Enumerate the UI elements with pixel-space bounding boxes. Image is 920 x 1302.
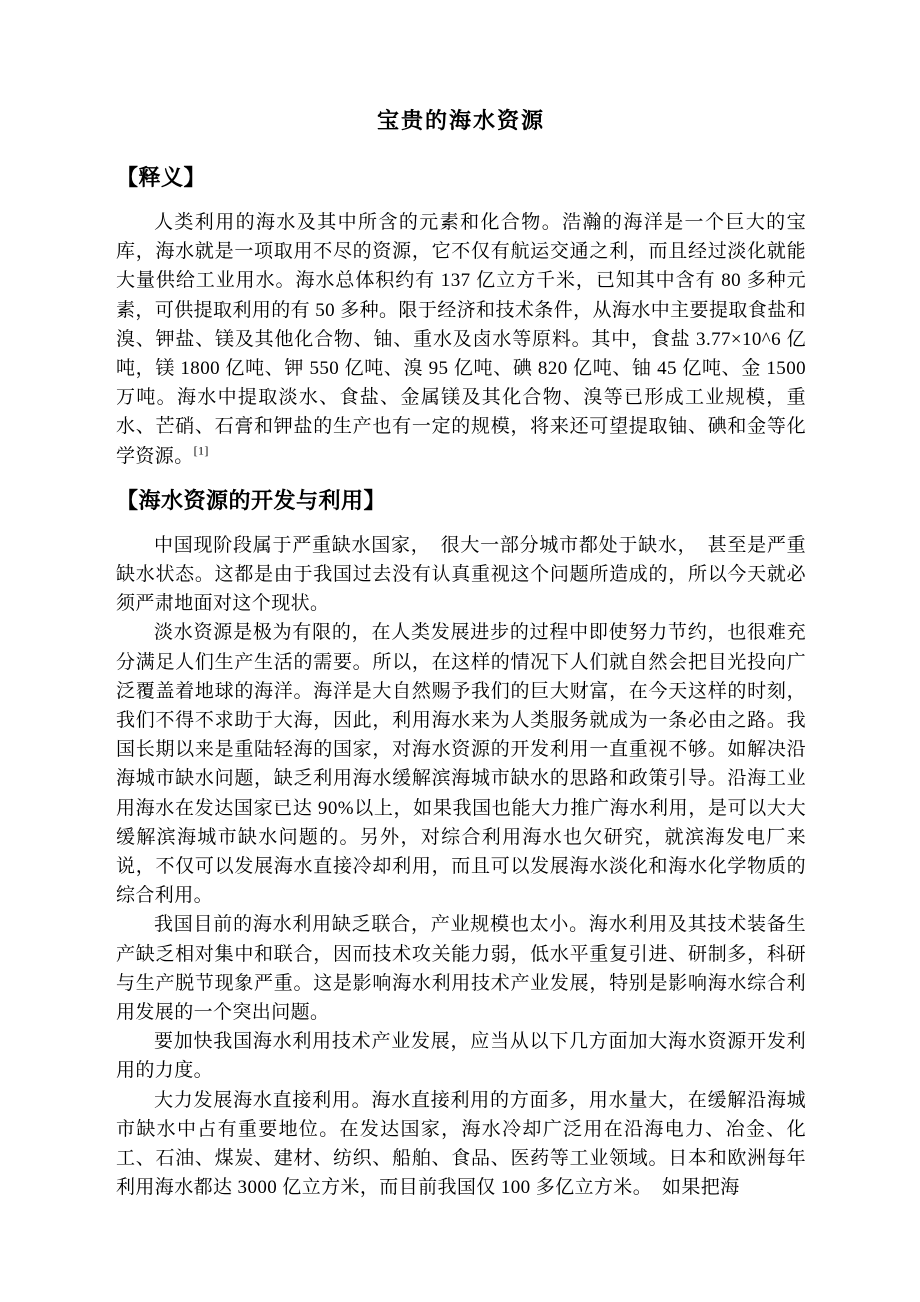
development-paragraph-3: 我国目前的海水利用缺乏联合，产业规模也太小。海水利用及其技术装备生产缺乏相对集中和联合，因而技术攻关能力弱，低水平重复引进、研制多，科研与生产脱节现象严重。这是影响海水利用技术产业发展，特别是影响海水综合利用发展的一个突出问题。 [116, 914, 806, 1024]
definition-paragraph [116, 208, 806, 471]
section-definition [116, 161, 806, 471]
development-paragraph-5: 大力发展海水直接利用。海水直接利用的方面多，用水量大，在缓解沿海城市缺水中占有重要地位。在发达国家，海水冷却广泛用在沿海电力、冶金、化工、石油、煤炭、建材、纺织、船舶、食品、医药等工业领域。日本和欧洲每年利用海水都达 3000 亿立方米，而目前我国仅 100 多亿立方米。 如果把海 [116, 1089, 806, 1199]
section-development [116, 484, 806, 1203]
footnote-reference: [1] [193, 443, 209, 458]
definition-paragraph-text: 人类利用的海水及其中所含的元素和化合物。浩瀚的海洋是一个巨大的宝库，海水就是一项取用不尽的资源，它不仅有航运交通之利，而且经过淡化就能大量供给工业用水。海水总体积约有 137 亿立方千米，已知其中含有 80 多种元素，可供提取利用的有 50 多种。限于经济和技术条件，从海水中主要提取食盐和溴、钾盐、镁及其他化合物、铀、重水及卤水等原料。其中，食盐 3.77×10^6 亿吨，镁 1800 亿吨、钾 550 亿吨、溴 95 亿吨、碘 820 亿吨、铀 45 亿吨、金 1500 万吨。海水中提取淡水、食盐、金属镁及其化合物、溴等已形成工业规模，重水、芒硝、石膏和钾盐的生产也有一定的规模，将来还可望提取铀、碘和金等化学资源。 [116, 212, 806, 467]
development-paragraph-2: 淡水资源是极为有限的，在人类发展进步的过程中即使努力节约，也很难充分满足人们生产生活的需要。所以，在这样的情况下人们就自然会把目光投向广泛覆盖着地球的海洋。海洋是大自然赐予我们的巨大财富，在今天这样的时刻，我们不得不求助于大海，因此，利用海水来为人类服务就成为一条必由之路。我国长期以来是重陆轻海的国家，对海水资源的开发利用一直重视不够。如解决沿海城市缺水问题，缺乏利用海水缓解滨海城市缺水的思路和政策引导。沿海工业用海水在发达国家已达 90%以上，如果我国也能大力推广海水利用，是可以大大缓解滨海城市缺水问题的。另外，对综合利用海水也欠研究，就滨海发电厂来说，不仅可以发展海水直接冷却利用，而且可以发展海水淡化和海水化学物质的综合利用。 [116, 622, 806, 907]
development-paragraph-1: 中国现阶段属于严重缺水国家， 很大一部分城市都处于缺水， 甚至是严重缺水状态。这都是由于我国过去没有认真重视这个问题所造成的，所以今天就必须严肃地面对这个现状。 [116, 534, 806, 615]
development-paragraph-4: 要加快我国海水利用技术产业发展，应当从以下几方面加大海水资源开发利用的力度。 [116, 1031, 806, 1082]
document-title: 宝贵的海水资源 [376, 108, 545, 133]
development-heading: 【海水资源的开发与利用】 [116, 487, 387, 513]
definition-heading: 【释义】 [116, 165, 207, 190]
